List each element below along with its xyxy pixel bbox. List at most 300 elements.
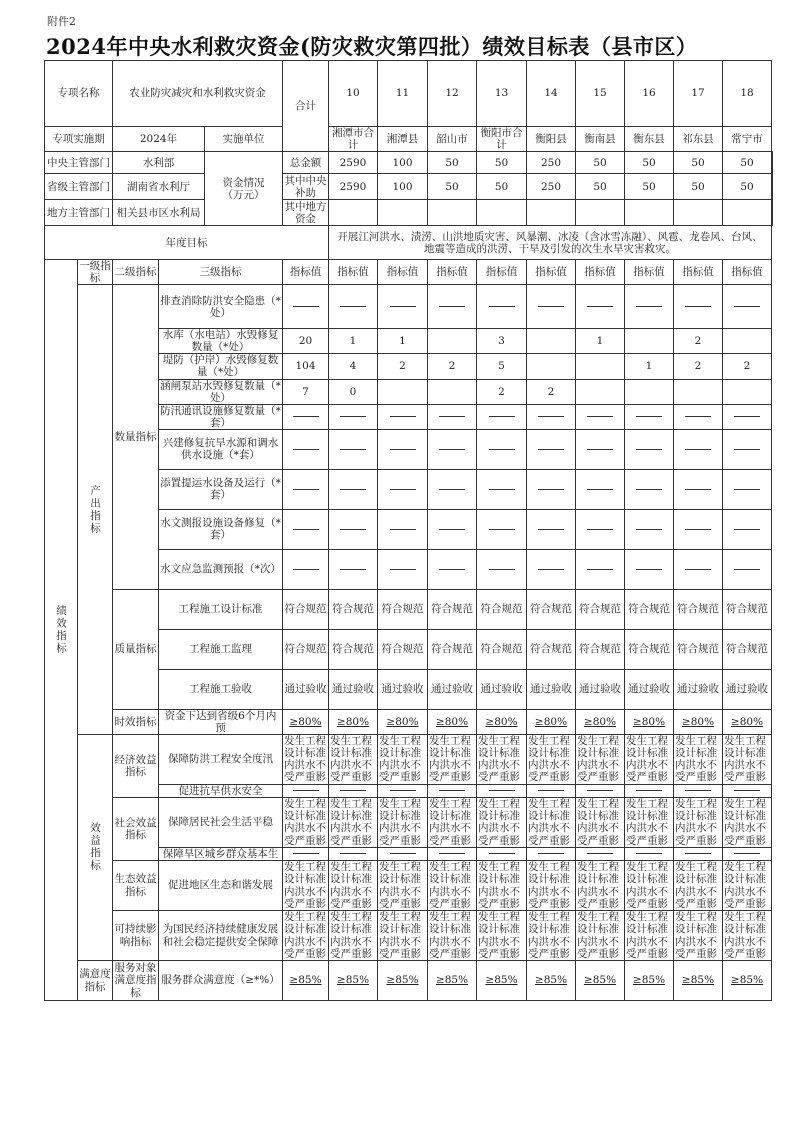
indicator-value — [723, 329, 772, 354]
indicator-value — [329, 404, 378, 429]
dash-mark — [587, 790, 613, 791]
indicator-value: 2 — [674, 354, 723, 379]
indicator-value — [428, 429, 477, 469]
indicator-value: 2 — [428, 354, 477, 379]
unit-no: 10 — [329, 61, 378, 127]
indicator-value: 发生工程设计标准内洪水不受严重影 — [527, 911, 576, 961]
indicator-value: 发生工程设计标准内洪水不受严重影 — [378, 911, 428, 961]
indicator-value: ≥85% — [428, 961, 477, 1001]
indicator-value: 发生工程设计标准内洪水不受严重影 — [428, 797, 477, 847]
unit-no: 13 — [477, 61, 527, 127]
dash-mark — [489, 569, 515, 570]
indicator-value — [527, 469, 576, 509]
funds-sub-label: 其中中央补助 — [284, 174, 327, 199]
indicator-value: 发生工程设计标准内洪水不受严重影 — [674, 797, 723, 847]
indicator-value — [674, 379, 723, 404]
timeliness-indicator-label: 时效指标 — [113, 709, 159, 734]
indicator-value — [477, 784, 527, 797]
indicator-value — [674, 404, 723, 429]
indicator-value — [477, 404, 527, 429]
indicator-value: 发生工程设计标准内洪水不受严重影 — [329, 734, 378, 784]
dash-mark — [293, 306, 319, 307]
dash-mark — [685, 853, 711, 854]
indicator-value: 1 — [329, 329, 378, 354]
level3-indicator-name: 为国民经济持续健康发展和社会稳定提供安全保障 — [159, 911, 283, 961]
indicator-value — [723, 379, 772, 404]
unit-funds: 50 — [674, 152, 723, 174]
indicator-value: ≥80% — [674, 709, 723, 734]
dash-mark — [340, 489, 366, 490]
indicator-value: 发生工程设计标准内洪水不受严重影 — [625, 861, 674, 911]
indicator-value: 符合规范 — [576, 589, 625, 629]
level3-indicator-name: 促进地区生态和谐发展 — [159, 861, 283, 911]
impl-unit-label: 实施单位 — [205, 127, 283, 152]
dash-mark — [390, 569, 416, 570]
dash-mark — [390, 790, 416, 791]
indicator-value: ≥80% — [723, 709, 772, 734]
dash-mark — [489, 306, 515, 307]
indicator-value — [576, 285, 625, 329]
dash-mark — [293, 489, 319, 490]
level3-header: 三级指标 — [159, 260, 283, 285]
indicator-value — [527, 285, 576, 329]
indicator-value — [576, 784, 625, 797]
indicator-value: 104 — [283, 354, 329, 379]
dash-mark — [293, 569, 319, 570]
unit-no: 17 — [674, 61, 723, 127]
dash-mark — [390, 489, 416, 490]
dash-mark — [439, 449, 465, 450]
satisfaction-indicator-label: 满意度指标 — [78, 961, 113, 1001]
indicator-value — [428, 784, 477, 797]
dash-mark — [587, 569, 613, 570]
header-row-central — [45, 152, 773, 174]
unit-funds — [378, 200, 428, 226]
funds-sum: 2590 — [329, 152, 378, 174]
indicator-value — [428, 469, 477, 509]
indicator-value: 符合规范 — [625, 589, 674, 629]
indicator-value: 1 — [378, 329, 428, 354]
level2-header: 二级指标 — [113, 260, 159, 285]
indicator-value — [477, 285, 527, 329]
social-indicator-label: 社会效益指标 — [113, 797, 159, 860]
attachment-label: 附件2 — [47, 15, 76, 28]
unit-no: 16 — [625, 61, 674, 127]
annual-goal-text: 开展江河洪水、渍涝、山洪地质灾害、风暴潮、冰凌（含冰雪冻融）、风雹、龙卷风、台风、地震等造成的洪涝、干旱及引发的次生水旱灾害救灾。 — [329, 226, 772, 260]
level3-indicator-name: 资金下达到省级6个月内预 — [159, 709, 283, 734]
indicator-value: ≥80% — [283, 709, 329, 734]
indicator-value: 符合规范 — [283, 629, 329, 669]
dash-mark — [538, 569, 564, 570]
indicator-value — [527, 509, 576, 549]
level3-indicator-name: 涵闸泵站水毁修复数量（*处） — [160, 379, 281, 404]
indicator-value: 发生工程设计标准内洪水不受严重影 — [477, 911, 527, 961]
indicator-value: ≥85% — [283, 961, 329, 1001]
indicator-value: 发生工程设计标准内洪水不受严重影 — [527, 861, 576, 911]
dash-mark — [685, 569, 711, 570]
indicator-value — [723, 549, 772, 589]
dept-label: 中央主管部门 — [45, 152, 113, 174]
project-name-value: 农业防灾减灾和水利救灾资金 — [113, 61, 283, 127]
indicator-value: ≥85% — [625, 961, 674, 1001]
unit-name: 衡东县 — [625, 127, 674, 152]
indicator-value — [723, 784, 772, 797]
indicator-value: 4 — [329, 354, 378, 379]
indicator-value: 发生工程设计标准内洪水不受严重影 — [576, 911, 625, 961]
indicator-value — [378, 784, 428, 797]
indicator-value — [428, 509, 477, 549]
dash-mark — [439, 529, 465, 530]
dash-mark — [439, 489, 465, 490]
indicator-value — [428, 847, 477, 860]
indicator-value: 符合规范 — [329, 589, 378, 629]
indicator-value — [576, 549, 625, 589]
dash-mark — [685, 529, 711, 530]
indicator-value: 发生工程设计标准内洪水不受严重影 — [674, 911, 723, 961]
indicator-value: 通过验收 — [723, 669, 772, 709]
indicator-value: 发生工程设计标准内洪水不受严重影 — [378, 797, 428, 847]
unit-no: 15 — [576, 61, 625, 127]
dash-mark — [538, 790, 564, 791]
unit-funds — [772, 200, 773, 226]
indicator-value — [329, 784, 378, 797]
quantity-indicator-label: 数量指标 — [113, 285, 159, 590]
unit-funds: 50 — [674, 174, 723, 200]
indicator-row — [45, 911, 773, 961]
dash-mark — [538, 306, 564, 307]
dash-mark — [685, 416, 711, 417]
indicator-value: 发生工程设计标准内洪水不受严重影 — [527, 797, 576, 847]
indicator-value: 通过验收 — [625, 669, 674, 709]
indicator-value: 发生工程设计标准内洪水不受严重影 — [283, 861, 329, 911]
indicator-row — [45, 861, 773, 911]
dept-value: 湖南省水利厅 — [113, 174, 205, 200]
indicator-value: 7 — [283, 379, 329, 404]
unit-funds — [477, 200, 527, 226]
indicator-value: 符合规范 — [477, 629, 527, 669]
unit-funds — [428, 200, 477, 226]
indicator-value: 发生工程设计标准内洪水不受严重影 — [576, 861, 625, 911]
dash-mark — [636, 489, 662, 490]
indicator-value — [378, 285, 428, 329]
indicator-value — [329, 285, 378, 329]
indicator-value — [428, 404, 477, 429]
indicator-value — [576, 509, 625, 549]
dash-mark — [734, 853, 760, 854]
indicator-value — [674, 847, 723, 860]
value-header: 指标值 — [723, 260, 772, 285]
indicator-value — [576, 469, 625, 509]
dash-mark — [439, 416, 465, 417]
indicator-value: 通过验收 — [329, 669, 378, 709]
indicator-value: 2 — [477, 379, 527, 404]
value-header: 指标值 — [625, 260, 674, 285]
dash-mark — [489, 449, 515, 450]
indicator-value — [283, 404, 329, 429]
indicator-value — [378, 509, 428, 549]
indicator-value: ≥80% — [527, 709, 576, 734]
dash-mark — [636, 306, 662, 307]
unit-funds — [527, 200, 576, 226]
indicator-value — [477, 549, 527, 589]
dash-mark — [685, 790, 711, 791]
indicator-value — [723, 509, 772, 549]
dept-label: 省级主管部门 — [45, 174, 113, 200]
unit-funds: 250 — [527, 152, 576, 174]
indicator-value — [527, 354, 576, 379]
dash-mark — [538, 529, 564, 530]
indicator-value: 发生工程设计标准内洪水不受严重影 — [477, 861, 527, 911]
performance-target-table — [44, 60, 773, 1001]
indicator-value: 3 — [477, 329, 527, 354]
dash-mark — [636, 853, 662, 854]
indicator-value: 发生工程设计标准内洪水不受严重影 — [283, 734, 329, 784]
dash-mark — [587, 449, 613, 450]
indicator-value: 1 — [625, 354, 674, 379]
economic-indicator-label: 经济效益指标 — [113, 734, 159, 797]
unit-funds — [772, 174, 773, 200]
indicator-value: 发生工程设计标准内洪水不受严重影 — [283, 797, 329, 847]
indicator-value — [527, 329, 576, 354]
indicator-value: 发生工程设计标准内洪水不受严重影 — [723, 911, 772, 961]
indicator-value: 符合规范 — [378, 629, 428, 669]
dash-mark — [340, 853, 366, 854]
indicator-value: 发生工程设计标准内洪水不受严重影 — [477, 734, 527, 784]
dash-mark — [340, 790, 366, 791]
indicator-value: 2 — [723, 354, 772, 379]
indicator-value — [576, 404, 625, 429]
indicator-value — [329, 469, 378, 509]
level3-indicator-name: 工程施工验收 — [159, 669, 283, 709]
indicator-value: 发生工程设计标准内洪水不受严重影 — [428, 734, 477, 784]
value-header: 指标值 — [283, 260, 329, 285]
indicator-value: 发生工程设计标准内洪水不受严重影 — [428, 861, 477, 911]
indicator-value: 通过验收 — [576, 669, 625, 709]
dash-mark — [636, 569, 662, 570]
dash-mark — [489, 790, 515, 791]
unit-name: 常宁市 — [723, 127, 772, 152]
unit-funds: 50 — [428, 174, 477, 200]
indicator-value: ≥80% — [576, 709, 625, 734]
level3-indicator-name: 保障防洪工程安全度汛 — [159, 734, 283, 784]
indicator-value — [576, 354, 625, 379]
unit-name: 湘潭县 — [378, 127, 428, 152]
dash-mark — [439, 569, 465, 570]
indicator-value: 1 — [576, 329, 625, 354]
indicator-value — [329, 509, 378, 549]
unit-funds: 100 — [378, 152, 428, 174]
dash-mark — [587, 306, 613, 307]
indicator-value — [674, 285, 723, 329]
unit-funds — [772, 152, 773, 174]
unit-no: 11 — [378, 61, 428, 127]
document-title: 2024年中央水利救灾资金(防灾救灾第四批）绩效目标表（县市区） — [46, 34, 698, 59]
indicator-value: ≥80% — [477, 709, 527, 734]
dept-value: 水利部 — [113, 152, 205, 174]
level3-indicator-name: 排查消除防洪安全隐患（*处） — [159, 285, 283, 329]
dash-mark — [293, 853, 319, 854]
indicator-value — [283, 847, 329, 860]
level3-indicator-name: 兴建修复抗旱水源和调水供水设施（*套） — [159, 429, 283, 469]
indicator-value: 符合规范 — [674, 629, 723, 669]
indicator-value: 0 — [329, 379, 378, 404]
perf-indicator-label: 绩效指标 — [45, 260, 78, 1001]
indicator-value — [477, 429, 527, 469]
dept-value: 相关县市区水利局 — [113, 200, 205, 226]
dash-mark — [538, 416, 564, 417]
indicator-value: ≥85% — [329, 961, 378, 1001]
indicator-value — [625, 285, 674, 329]
indicator-value — [674, 549, 723, 589]
indicator-value: ≥85% — [527, 961, 576, 1001]
dash-mark — [340, 569, 366, 570]
indicator-value: 符合规范 — [723, 629, 772, 669]
indicator-value: 2 — [378, 354, 428, 379]
level3-indicator-name: 水文测报设施设备修复（*套） — [159, 509, 283, 549]
indicator-value: 发生工程设计标准内洪水不受严重影 — [329, 911, 378, 961]
indicator-value — [329, 429, 378, 469]
indicator-value — [723, 847, 772, 860]
indicator-value: 符合规范 — [723, 589, 772, 629]
indicator-value — [527, 549, 576, 589]
funds-sub-label: 其中地方资金 — [284, 200, 327, 225]
indicator-value: 5 — [477, 354, 527, 379]
indicator-value — [428, 379, 477, 404]
indicator-value: 发生工程设计标准内洪水不受严重影 — [283, 911, 329, 961]
indicator-value — [723, 285, 772, 329]
dash-mark — [636, 790, 662, 791]
indicator-value — [625, 329, 674, 354]
indicator-value: ≥85% — [378, 961, 428, 1001]
dash-mark — [636, 529, 662, 530]
dash-mark — [390, 449, 416, 450]
unit-funds: 250 — [527, 174, 576, 200]
indicator-value: ≥80% — [378, 709, 428, 734]
indicator-value: 发生工程设计标准内洪水不受严重影 — [329, 861, 378, 911]
indicator-value: 通过验收 — [477, 669, 527, 709]
indicator-value: ≥80% — [625, 709, 674, 734]
indicator-value: 发生工程设计标准内洪水不受严重影 — [576, 734, 625, 784]
level1-header: 一级指标 — [79, 260, 111, 285]
period-label: 专项实施期 — [45, 127, 113, 152]
indicator-value: ≥85% — [477, 961, 527, 1001]
level3-indicator-name: 工程施工监理 — [159, 629, 283, 669]
indicator-value: 发生工程设计标准内洪水不受严重影 — [477, 797, 527, 847]
indicator-value: 符合规范 — [329, 629, 378, 669]
indicator-value: 发生工程设计标准内洪水不受严重影 — [625, 911, 674, 961]
unit-name: 祁东县 — [674, 127, 723, 152]
unit-funds — [723, 200, 772, 226]
service-indicator-label: 服务对象满意度指标 — [114, 962, 157, 999]
indicator-value: 符合规范 — [477, 589, 527, 629]
dash-mark — [685, 306, 711, 307]
dash-mark — [293, 790, 319, 791]
indicator-value — [674, 469, 723, 509]
sustain-indicator-label: 可持续影响指标 — [113, 911, 159, 961]
dash-mark — [587, 416, 613, 417]
dash-mark — [390, 853, 416, 854]
dash-mark — [685, 489, 711, 490]
indicator-value: 发生工程设计标准内洪水不受严重影 — [378, 734, 428, 784]
indicator-value — [378, 379, 428, 404]
dash-mark — [636, 416, 662, 417]
indicator-value — [674, 784, 723, 797]
indicator-row — [45, 285, 773, 329]
unit-name: 衡南县 — [576, 127, 625, 152]
indicator-value — [329, 549, 378, 589]
indicator-row — [45, 961, 773, 1001]
unit-no: 14 — [527, 61, 576, 127]
indicator-value: 2 — [527, 379, 576, 404]
indicator-value — [283, 429, 329, 469]
value-header: 指标值 — [674, 260, 723, 285]
unit-name: 衡阳县 — [527, 127, 576, 152]
indicator-value: ≥80% — [428, 709, 477, 734]
indicator-value — [576, 847, 625, 860]
dash-mark — [734, 489, 760, 490]
indicator-value — [625, 404, 674, 429]
indicator-value: ≥85% — [723, 961, 772, 1001]
indicator-value — [625, 847, 674, 860]
level3-indicator-name: 促进抗旱供水安全 — [159, 784, 283, 797]
indicator-value: 发生工程设计标准内洪水不受严重影 — [527, 734, 576, 784]
indicator-row — [45, 709, 773, 734]
unit-funds: 50 — [723, 174, 772, 200]
dash-mark — [734, 306, 760, 307]
value-header: 指标值 — [576, 260, 625, 285]
indicator-value: ≥80% — [329, 709, 378, 734]
dash-mark — [390, 416, 416, 417]
indicator-value: ≥85% — [576, 961, 625, 1001]
indicator-value — [428, 285, 477, 329]
indicator-value: 发生工程设计标准内洪水不受严重影 — [378, 861, 428, 911]
value-header: 指标值 — [527, 260, 576, 285]
dash-mark — [734, 790, 760, 791]
value-header: 指标值 — [378, 260, 428, 285]
indicator-value — [283, 509, 329, 549]
dash-mark — [587, 853, 613, 854]
dash-mark — [734, 416, 760, 417]
unit-funds: 50 — [428, 152, 477, 174]
indicator-value — [378, 847, 428, 860]
unit-funds: 50 — [576, 174, 625, 200]
header-row-period — [45, 127, 773, 152]
indicator-value: 符合规范 — [378, 589, 428, 629]
dash-mark — [734, 569, 760, 570]
indicator-value — [527, 429, 576, 469]
indicator-value — [477, 469, 527, 509]
unit-no: 12 — [428, 61, 477, 127]
unit-funds: 50 — [576, 152, 625, 174]
indicator-row — [45, 797, 773, 847]
value-header: 指标值 — [428, 260, 477, 285]
unit-funds: 50 — [723, 152, 772, 174]
indicator-value: 发生工程设计标准内洪水不受严重影 — [723, 797, 772, 847]
indicator-value: 符合规范 — [428, 629, 477, 669]
unit-funds: 50 — [477, 152, 527, 174]
dash-mark — [489, 853, 515, 854]
dept-label: 地方主管部门 — [45, 200, 113, 226]
indicator-value — [576, 379, 625, 404]
dash-mark — [340, 529, 366, 530]
indicator-value — [674, 429, 723, 469]
dash-mark — [538, 489, 564, 490]
unit-funds: 50 — [625, 152, 674, 174]
level3-indicator-name: 添置提运水设备及运行（*套） — [159, 469, 283, 509]
indicator-value — [625, 784, 674, 797]
dash-mark — [489, 416, 515, 417]
indicator-value: 发生工程设计标准内洪水不受严重影 — [625, 797, 674, 847]
